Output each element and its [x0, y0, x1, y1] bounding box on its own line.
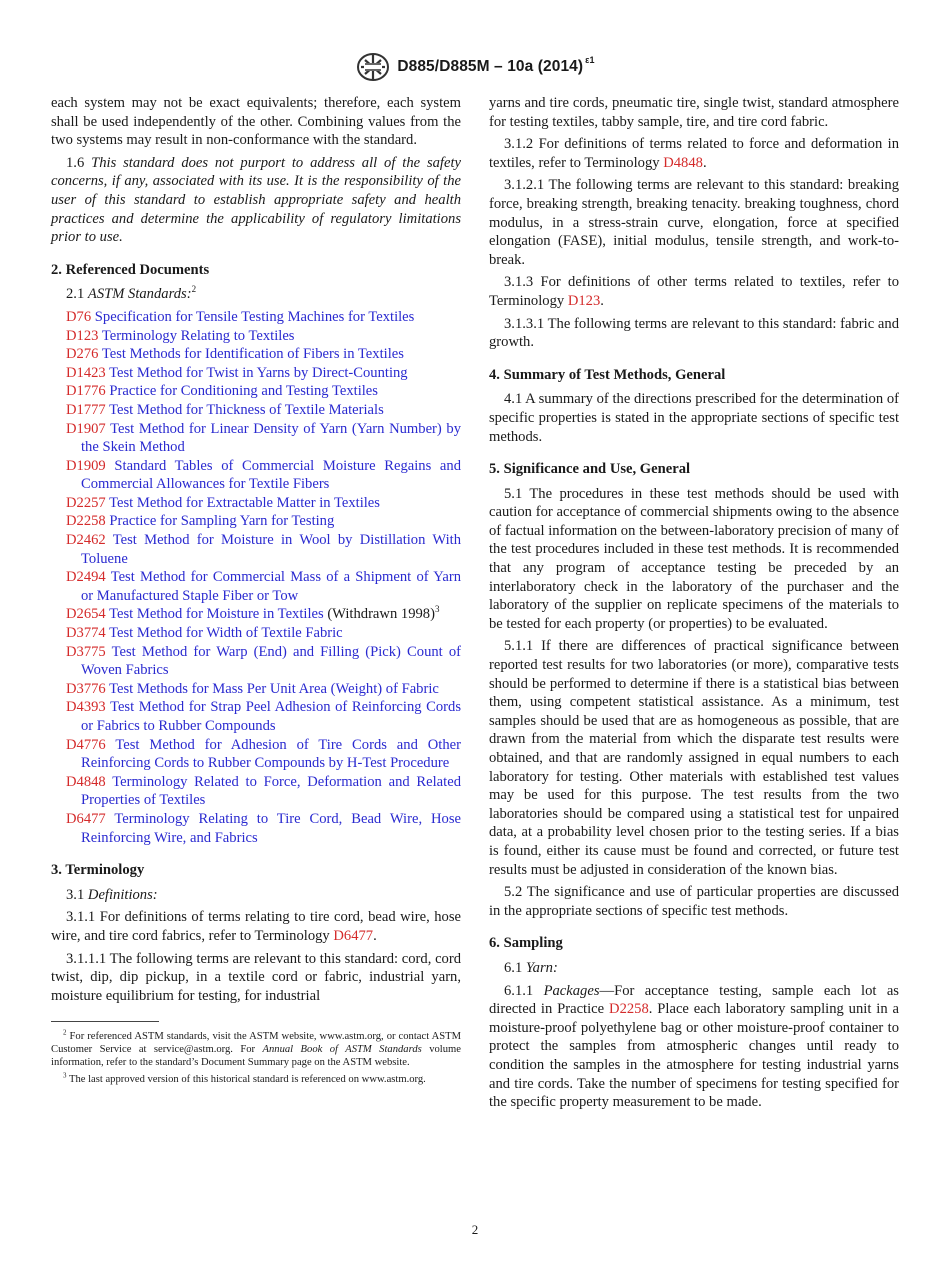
left-column [51, 94, 461, 1090]
section-heading-2: 2. Referenced Documents [51, 261, 210, 278]
reference-item[interactable]: D276 Test Methods for Identification of Fibers in Textiles [66, 346, 404, 363]
right-column [489, 94, 899, 1116]
reference-item[interactable]: D3775 Test Method for Warp (End) and Filling (Pick) Count of Woven Fabrics [66, 643, 462, 679]
reference-item[interactable]: D6477 Terminology Relating to Tire Cord, Bead Wire, Hose Reinforcing Wire, and Fabrics [66, 810, 461, 846]
paragraph-1-6: 1.6 This standard does not purport to address all of the safety concerns, if any, associated with its use. It is the responsibility of the user of this standard to establish appropriate safety and health practices and determine the applicability of regulatory limitations prior to use. [51, 154, 461, 246]
paragraph-2-1: 2.1 ASTM Standards:$^2$ [66, 284, 197, 303]
paragraph-3-1-1-1: 3.1.1.1 The following terms are relevant to this standard: cord, cord twist, dip, dip pickup, in a textile cord or fabric, industrial yarn, moisture equilibrium for testing, for industrial [51, 950, 461, 1004]
paragraph-intro: each system may not be exact equivalents; therefore, each system shall be used independently of the other. Combining values from the two systems may result in non-conformance with the standard. [51, 95, 461, 149]
section-heading-3: 3. Terminology [51, 862, 145, 879]
paragraph-5-2: 5.2 The significance and use of particular properties are discussed in the appropriate sections of specific test methods. [489, 884, 899, 919]
reference-item[interactable]: D2654 Test Method for Moisture in Textiles (Withdrawn 1998)$^3$ [66, 604, 440, 623]
section-heading-6: 6. Sampling [489, 935, 563, 952]
link-d6477[interactable]: D6477 [333, 927, 374, 944]
paragraph-5-1-1: 5.1.1 If there are differences of practical significance between reported test results for two laboratories (or more), comparative tests should be performed to determine if there is a statistical bias between them, using competent statistical assistance. As a minimum, test samples should be used that are as homogeneous as possible, that are drawn from the material from which the disparate test results were obtained, and that are randomly assigned in equal numbers to each laboratory for testing. Other materials with established test values may be used for this purpose. The test results from the two laboratories should be compared using a statistical test for unpaired data, at a probability level chosen prior to the testing series. If a bias is found, either its cause must be found and corrected, or future test results must be adjusted in consideration of the known bias. [489, 638, 899, 878]
paragraph-6-1-1: 6.1.1 Packages—For acceptance testing, sample each lot as directed in Practice D2258. Place each laboratory sampling unit in a moisture-proof polyethylene bag or other moisture-proof container to protect the samples from atmospheric changes until ready to condition the samples in the atmosphere for testing industrial yarns and tire cords. Take the number of specimens for testing specified for the specific property measurement to be made. [489, 982, 900, 1111]
reference-item[interactable]: D2257 Test Method for Extractable Matter in Textiles [66, 494, 380, 511]
paragraph-3-1: 3.1 Definitions: [66, 886, 158, 903]
link-d4848[interactable]: D4848 [663, 154, 703, 171]
paragraph-3-1-3-1: 3.1.3.1 The following terms are relevant to this standard: fabric and growth. [489, 315, 899, 351]
page-header [0, 52, 950, 82]
reference-item[interactable]: D3774 Test Method for Width of Textile Fabric [66, 625, 343, 642]
paragraph-3-1-2: 3.1.2 For definitions of terms related to force and deformation in textiles, refer to Terminology D4848. [489, 136, 899, 171]
reference-item[interactable]: D1777 Test Method for Thickness of Textile Materials [66, 401, 384, 418]
reference-item[interactable]: D1909 Standard Tables of Commercial Moisture Regains and Commercial Allowances for Textile Fibers [66, 457, 461, 493]
paragraph-3-1-3: 3.1.3 For definitions of other terms related to textiles, refer to Terminology D123. [489, 274, 899, 309]
reference-item[interactable]: D2494 Test Method for Commercial Mass of a Shipment of Yarn or Manufactured Staple Fiber or Tow [66, 569, 461, 604]
reference-item[interactable]: D1423 Test Method for Twist in Yarns by Direct-Counting [66, 364, 408, 381]
reference-item[interactable]: D4393 Test Method for Strap Peel Adhesion of Reinforcing Cords or Fabrics to Rubber Compounds [66, 699, 461, 734]
paragraph-5-1: 5.1 The procedures in these test methods should be used with caution for acceptance of commercial shipments owing to the absence of factual information on the between-laboratory precision of many of the test procedures included in these test methods. It is recommended that any program of acceptance testing be preceded by an interlaboratory check in the laboratory of the purchaser and the laboratory of the supplier on replicate specimens of the materials to be tested for each property (or properties) to be evaluated. [489, 485, 899, 632]
paragraph-continued: yarns and tire cords, pneumatic tire, single twist, standard atmosphere for testing textiles, tabby sample, tire, and tire cord fabric. [489, 95, 899, 130]
reference-item[interactable]: D2462 Test Method for Moisture in Wool by Distillation With Toluene [66, 532, 461, 567]
document-title: D885/D885M – 10a (2014) $^{\varepsilon 1}$ [397, 54, 595, 75]
reference-item[interactable]: D76 Specification for Tensile Testing Machines for Textiles [66, 308, 415, 325]
reference-item[interactable]: D1776 Practice for Conditioning and Testing Textiles [66, 383, 378, 400]
link-d123[interactable]: D123 [567, 292, 601, 309]
paragraph-3-1-1: 3.1.1 For definitions of terms relating to tire cord, bead wire, hose wire, and tire cord fabrics, refer to Terminology D6477. [51, 909, 461, 944]
footnote-2: $^2$ For referenced ASTM standards, visit the ASTM website, www.astm.org, or contact ASTM Customer Service at service@astm.org. For Annual Book of ASTM Standards volume information, refer to the standard’s Document Summary page on the ASTM website. [51, 1028, 461, 1069]
link-d2258[interactable]: D2258 [609, 1001, 649, 1018]
page-number: 2 [471, 1222, 479, 1237]
reference-item[interactable]: D4776 Test Method for Adhesion of Tire Cords and Other Reinforcing Cords to Rubber Compounds by H-Test Procedure [66, 736, 461, 772]
reference-item[interactable]: D3776 Test Methods for Mass Per Unit Area (Weight) of Fabric [66, 680, 439, 697]
astm-logo-icon [355, 52, 391, 82]
paragraph-4-1: 4.1 A summary of the directions prescribed for the determination of specific properties is stated in the appropriate sections of specific test methods. [489, 391, 899, 445]
reference-item[interactable]: D1907 Test Method for Linear Density of Yarn (Yarn Number) by the Skein Method [66, 420, 461, 456]
section-heading-5: 5. Significance and Use, General [489, 461, 691, 478]
footnote-divider [51, 1021, 159, 1022]
reference-item[interactable]: D4848 Terminology Related to Force, Deformation and Related Properties of Textiles [66, 773, 461, 809]
footnote-3: $^3$ The last approved version of this historical standard is referenced on www.astm.org. [63, 1071, 426, 1086]
paragraph-6-1: 6.1 Yarn: [504, 959, 558, 976]
paragraph-3-1-2-1: 3.1.2.1 The following terms are relevant to this standard: breaking force, breaking strength, breaking tenacity. breaking toughness, chord modulus, in a stress-strain curve, elongation, force at specified elongation (FASE), initial modulus, tensile strength, and work-to-break. [489, 177, 899, 268]
reference-item[interactable]: D2258 Practice for Sampling Yarn for Testing [66, 513, 335, 530]
reference-item[interactable]: D123 Terminology Relating to Textiles [66, 327, 295, 344]
section-heading-4: 4. Summary of Test Methods, General [489, 366, 726, 383]
reference-list [51, 308, 461, 847]
